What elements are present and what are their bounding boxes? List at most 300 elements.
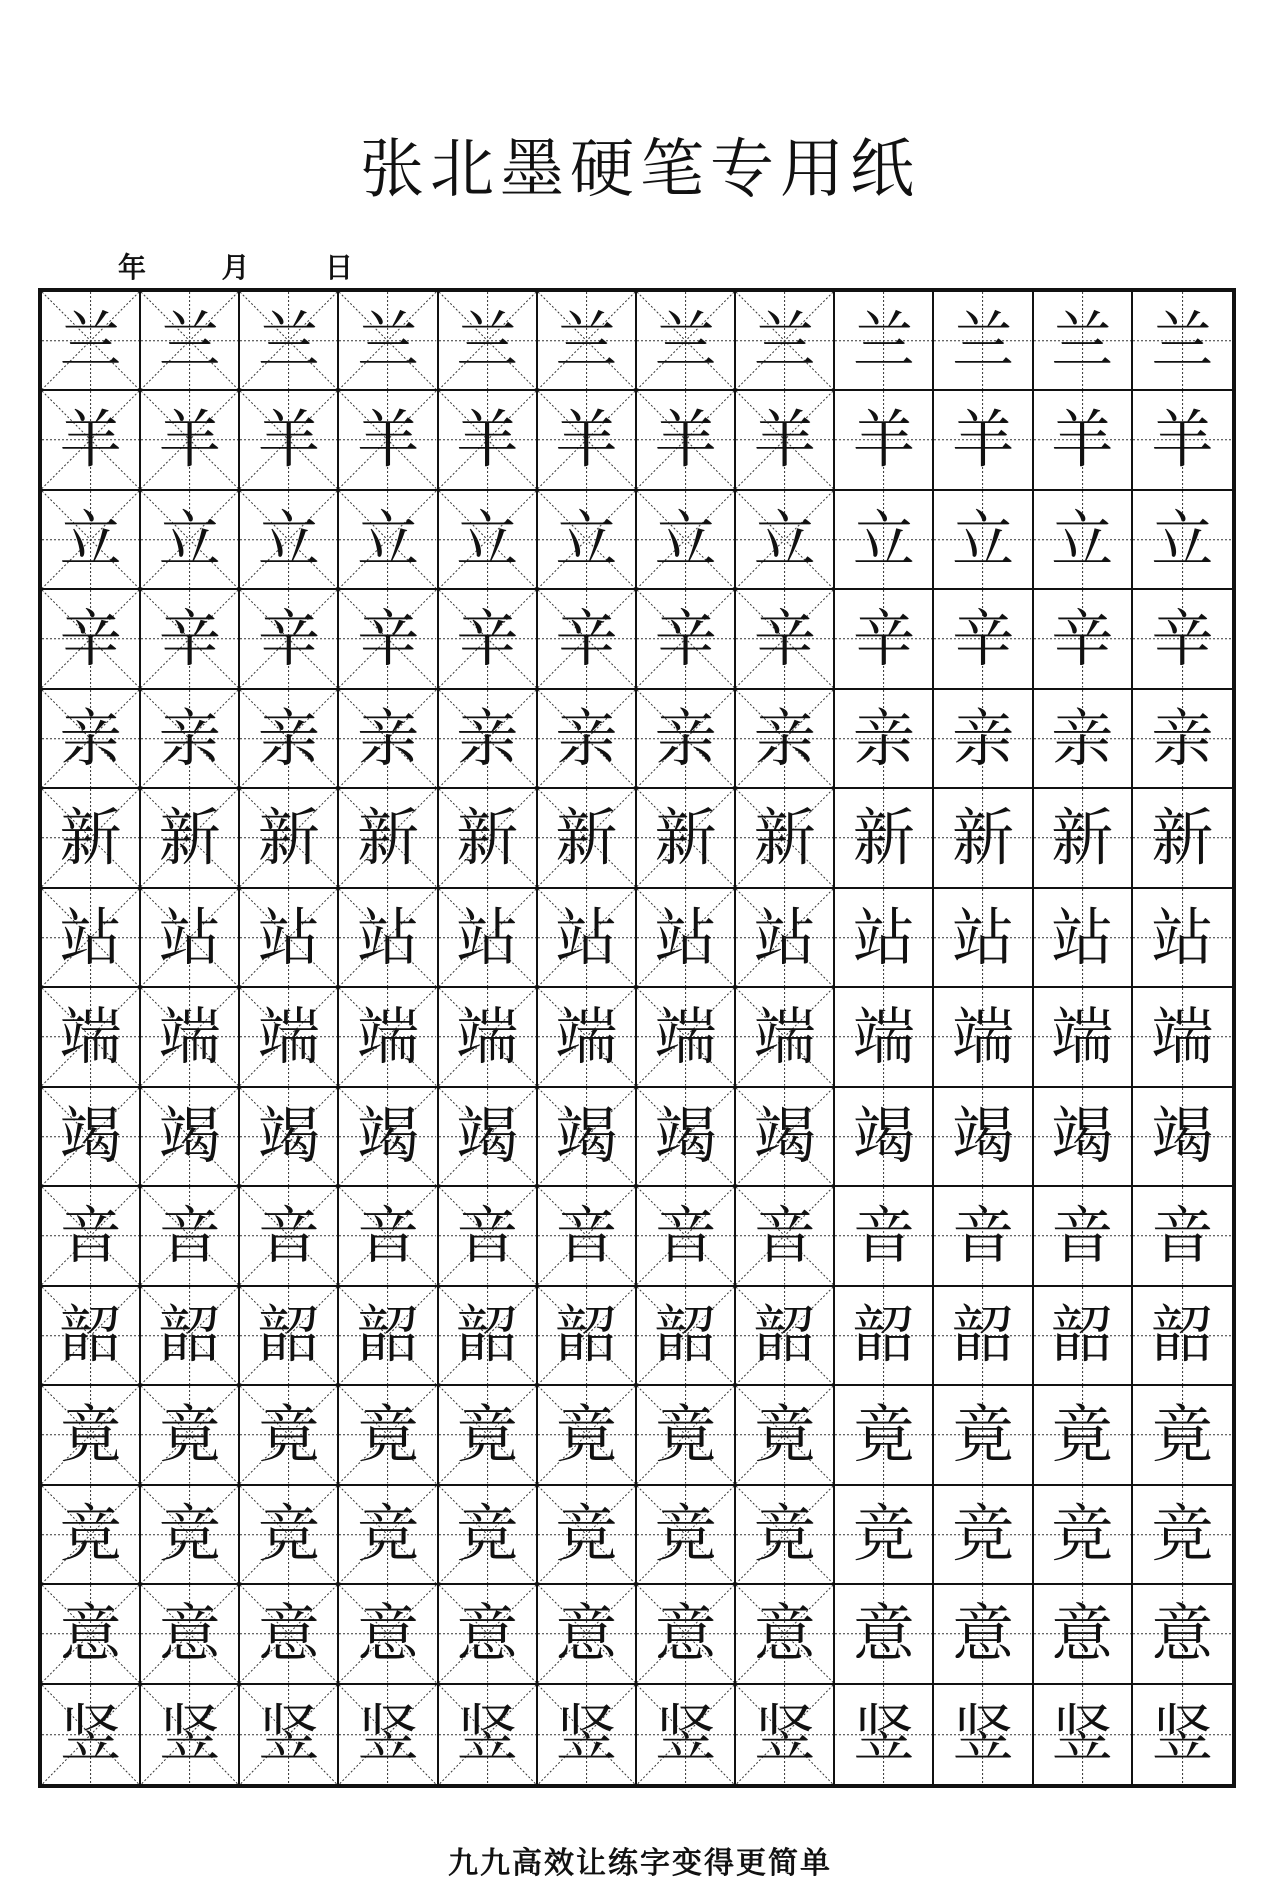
grid-cell — [42, 1386, 141, 1485]
practice-character: 羊 — [158, 403, 221, 477]
practice-character: 立 — [357, 502, 420, 576]
grid-cell — [637, 590, 736, 689]
practice-character: 竞 — [59, 1497, 122, 1571]
grid-cell — [835, 1685, 934, 1784]
grid-cell — [736, 491, 835, 590]
practice-character: 音 — [59, 1198, 122, 1272]
practice-character: 辛 — [654, 602, 717, 676]
grid-cell — [439, 1585, 538, 1684]
grid-cell — [637, 1187, 736, 1286]
practice-character: 羊 — [357, 403, 420, 477]
practice-character: 站 — [456, 900, 519, 974]
grid-cell — [141, 491, 240, 590]
practice-character: 立 — [59, 502, 122, 576]
grid-cell — [1133, 988, 1232, 1087]
grid-cell — [1133, 1685, 1232, 1784]
grid-cell — [339, 889, 438, 988]
practice-character: 辛 — [257, 602, 320, 676]
practice-character: 竞 — [1151, 1497, 1214, 1571]
grid-cell — [339, 391, 438, 490]
grid-cell — [1034, 889, 1133, 988]
practice-character: 竟 — [257, 1397, 320, 1471]
grid-cell — [339, 292, 438, 391]
practice-character: 端 — [555, 999, 618, 1073]
practice-character: 竭 — [654, 1099, 717, 1173]
practice-character: 羊 — [1051, 403, 1114, 477]
practice-character: 兰 — [952, 303, 1015, 377]
practice-character: 新 — [654, 801, 717, 875]
practice-character: 立 — [1151, 502, 1214, 576]
practice-character: 竞 — [555, 1497, 618, 1571]
practice-character: 站 — [357, 900, 420, 974]
practice-character: 竟 — [852, 1397, 915, 1471]
grid-cell — [736, 1685, 835, 1784]
grid-cell — [934, 889, 1033, 988]
date-month-label: 月 — [221, 251, 250, 284]
grid-cell — [934, 690, 1033, 789]
practice-character: 立 — [852, 502, 915, 576]
practice-character: 意 — [952, 1596, 1015, 1670]
grid-cell — [339, 1088, 438, 1187]
grid-cell — [339, 590, 438, 689]
practice-character: 亲 — [654, 701, 717, 775]
practice-character: 亲 — [1151, 701, 1214, 775]
practice-character: 辛 — [1151, 602, 1214, 676]
grid-cell — [538, 889, 637, 988]
grid-cell — [934, 1187, 1033, 1286]
practice-character: 竖 — [456, 1697, 519, 1771]
grid-cell — [835, 590, 934, 689]
practice-character: 竞 — [952, 1497, 1015, 1571]
grid-cell — [1133, 789, 1232, 888]
grid-cell — [141, 1585, 240, 1684]
practice-character: 兰 — [59, 303, 122, 377]
date-line — [118, 246, 353, 286]
grid-cell — [736, 1187, 835, 1286]
grid-cell — [934, 491, 1033, 590]
practice-character: 站 — [852, 900, 915, 974]
practice-character: 新 — [753, 801, 816, 875]
grid-cell — [934, 789, 1033, 888]
grid-cell — [439, 292, 538, 391]
grid-cell — [439, 889, 538, 988]
footer-slogan: 九九高效让练字变得更简单 — [448, 1846, 832, 1881]
practice-character: 羊 — [654, 403, 717, 477]
practice-character: 意 — [753, 1596, 816, 1670]
grid-cell — [538, 690, 637, 789]
grid-cell — [835, 391, 934, 490]
practice-character: 意 — [1151, 1596, 1214, 1670]
practice-character: 兰 — [1151, 303, 1214, 377]
grid-cell — [934, 1386, 1033, 1485]
practice-character: 端 — [158, 999, 221, 1073]
grid-cell — [1034, 1685, 1133, 1784]
grid-cell — [637, 1386, 736, 1485]
practice-character: 竟 — [952, 1397, 1015, 1471]
practice-character: 辛 — [456, 602, 519, 676]
grid-cell — [1034, 1585, 1133, 1684]
practice-character: 站 — [158, 900, 221, 974]
practice-character: 韶 — [357, 1298, 420, 1372]
practice-character: 音 — [456, 1198, 519, 1272]
grid-cell — [934, 1088, 1033, 1187]
grid-cell — [1034, 1287, 1133, 1386]
practice-character: 意 — [257, 1596, 320, 1670]
practice-character: 竭 — [753, 1099, 816, 1173]
grid-cell — [736, 1088, 835, 1187]
practice-character: 端 — [456, 999, 519, 1073]
practice-character: 兰 — [555, 303, 618, 377]
grid-cell — [1034, 491, 1133, 590]
grid-cell — [835, 1386, 934, 1485]
practice-character: 立 — [456, 502, 519, 576]
grid-cell — [1034, 1386, 1133, 1485]
grid-cell — [42, 1585, 141, 1684]
practice-character: 音 — [158, 1198, 221, 1272]
practice-character: 端 — [257, 999, 320, 1073]
practice-character: 立 — [158, 502, 221, 576]
grid-cell — [141, 1386, 240, 1485]
practice-character: 韶 — [753, 1298, 816, 1372]
practice-character: 竟 — [1051, 1397, 1114, 1471]
practice-character: 意 — [555, 1596, 618, 1670]
grid-cell — [1133, 1486, 1232, 1585]
date-year-label: 年 — [118, 251, 147, 284]
practice-character: 辛 — [1051, 602, 1114, 676]
grid-cell — [736, 292, 835, 391]
grid-cell — [439, 690, 538, 789]
practice-character: 羊 — [257, 403, 320, 477]
grid-cell — [141, 889, 240, 988]
grid-cell — [42, 690, 141, 789]
practice-character: 竟 — [654, 1397, 717, 1471]
grid-cell — [141, 690, 240, 789]
practice-character: 竭 — [1151, 1099, 1214, 1173]
grid-cell — [637, 889, 736, 988]
practice-character: 竖 — [257, 1697, 320, 1771]
grid-cell — [141, 1486, 240, 1585]
grid-cell — [42, 391, 141, 490]
practice-character: 韶 — [654, 1298, 717, 1372]
practice-character: 意 — [852, 1596, 915, 1670]
grid-cell — [42, 1685, 141, 1784]
practice-character: 韶 — [1051, 1298, 1114, 1372]
practice-character: 站 — [59, 900, 122, 974]
grid-cell — [42, 889, 141, 988]
grid-cell — [439, 1088, 538, 1187]
grid-cell — [1034, 1187, 1133, 1286]
practice-character: 新 — [59, 801, 122, 875]
grid-cell — [1133, 1585, 1232, 1684]
grid-cell — [637, 1287, 736, 1386]
practice-character: 韶 — [952, 1298, 1015, 1372]
grid-cell — [141, 590, 240, 689]
practice-character: 韶 — [456, 1298, 519, 1372]
grid-cell — [538, 1685, 637, 1784]
practice-character: 韶 — [555, 1298, 618, 1372]
practice-character: 韶 — [1151, 1298, 1214, 1372]
practice-character: 韶 — [59, 1298, 122, 1372]
practice-character: 意 — [456, 1596, 519, 1670]
grid-cell — [1034, 1486, 1133, 1585]
grid-cell — [736, 889, 835, 988]
practice-character: 新 — [456, 801, 519, 875]
practice-character: 竖 — [654, 1697, 717, 1771]
grid-cell — [934, 590, 1033, 689]
practice-character: 竖 — [357, 1697, 420, 1771]
grid-cell — [934, 988, 1033, 1087]
practice-character: 端 — [59, 999, 122, 1073]
practice-character: 亲 — [555, 701, 618, 775]
practice-character: 兰 — [654, 303, 717, 377]
practice-character: 竖 — [158, 1697, 221, 1771]
practice-character: 新 — [257, 801, 320, 875]
practice-character: 竞 — [654, 1497, 717, 1571]
practice-character: 端 — [357, 999, 420, 1073]
practice-character: 羊 — [852, 403, 915, 477]
grid-cell — [439, 1187, 538, 1286]
grid-cell — [42, 1187, 141, 1286]
practice-character: 竟 — [1151, 1397, 1214, 1471]
practice-character: 新 — [357, 801, 420, 875]
grid-cell — [835, 690, 934, 789]
grid-cell — [42, 292, 141, 391]
practice-character: 竖 — [59, 1697, 122, 1771]
practice-character: 竖 — [852, 1697, 915, 1771]
practice-character: 端 — [852, 999, 915, 1073]
grid-cell — [339, 1386, 438, 1485]
grid-cell — [1034, 789, 1133, 888]
practice-character: 站 — [1151, 900, 1214, 974]
grid-cell — [240, 1585, 339, 1684]
practice-character: 竟 — [753, 1397, 816, 1471]
practice-character: 羊 — [1151, 403, 1214, 477]
practice-character: 竞 — [753, 1497, 816, 1571]
practice-character: 兰 — [158, 303, 221, 377]
grid-cell — [439, 391, 538, 490]
practice-character: 竟 — [456, 1397, 519, 1471]
grid-cell — [835, 292, 934, 391]
grid-cell — [240, 1685, 339, 1784]
practice-character: 辛 — [753, 602, 816, 676]
practice-character: 立 — [952, 502, 1015, 576]
practice-character: 竞 — [257, 1497, 320, 1571]
grid-cell — [835, 491, 934, 590]
grid-cell — [736, 1486, 835, 1585]
practice-character: 亲 — [257, 701, 320, 775]
practice-character: 亲 — [952, 701, 1015, 775]
practice-character: 竖 — [1051, 1697, 1114, 1771]
practice-character: 站 — [555, 900, 618, 974]
grid-cell — [339, 690, 438, 789]
practice-character: 兰 — [357, 303, 420, 377]
grid-cell — [339, 988, 438, 1087]
grid-cell — [1133, 889, 1232, 988]
grid-cell — [141, 1088, 240, 1187]
practice-character: 竭 — [257, 1099, 320, 1173]
grid-cell — [1034, 391, 1133, 490]
grid-cell — [141, 391, 240, 490]
grid-cell — [1133, 491, 1232, 590]
grid-cell — [240, 1287, 339, 1386]
date-day-label: 日 — [325, 251, 354, 284]
grid-cell — [736, 590, 835, 689]
grid-cell — [538, 1287, 637, 1386]
grid-cell — [141, 1287, 240, 1386]
grid-cell — [637, 491, 736, 590]
grid-cell — [934, 1585, 1033, 1684]
practice-character: 端 — [753, 999, 816, 1073]
practice-character: 羊 — [555, 403, 618, 477]
practice-character: 音 — [654, 1198, 717, 1272]
grid-cell — [240, 1486, 339, 1585]
grid-cell — [42, 1486, 141, 1585]
grid-cell — [1133, 1287, 1232, 1386]
grid-cell — [538, 1486, 637, 1585]
grid-cell — [1034, 1088, 1133, 1187]
practice-character: 羊 — [456, 403, 519, 477]
grid-cell — [637, 789, 736, 888]
grid-cell — [42, 988, 141, 1087]
practice-character: 亲 — [357, 701, 420, 775]
grid-cell — [538, 1386, 637, 1485]
practice-character: 韶 — [852, 1298, 915, 1372]
grid-cell — [934, 292, 1033, 391]
grid-cell — [339, 491, 438, 590]
practice-character: 新 — [158, 801, 221, 875]
grid-cell — [240, 1187, 339, 1286]
practice-character: 音 — [753, 1198, 816, 1272]
grid-cell — [637, 1486, 736, 1585]
practice-character: 端 — [654, 999, 717, 1073]
practice-character: 竭 — [852, 1099, 915, 1173]
practice-character: 音 — [952, 1198, 1015, 1272]
grid-cell — [538, 391, 637, 490]
practice-character: 意 — [357, 1596, 420, 1670]
practice-character: 兰 — [257, 303, 320, 377]
practice-character: 竖 — [753, 1697, 816, 1771]
grid-cell — [835, 1187, 934, 1286]
practice-character: 竞 — [357, 1497, 420, 1571]
grid-cell — [835, 1287, 934, 1386]
practice-character: 亲 — [456, 701, 519, 775]
practice-character: 羊 — [952, 403, 1015, 477]
practice-character: 端 — [1051, 999, 1114, 1073]
grid-cell — [835, 1585, 934, 1684]
practice-character: 端 — [1151, 999, 1214, 1073]
grid-cell — [240, 690, 339, 789]
grid-cell — [439, 1386, 538, 1485]
grid-cell — [240, 1386, 339, 1485]
grid-cell — [339, 1585, 438, 1684]
practice-character: 竭 — [952, 1099, 1015, 1173]
grid-cell — [637, 988, 736, 1087]
practice-character: 韶 — [257, 1298, 320, 1372]
practice-character: 亲 — [852, 701, 915, 775]
grid-cell — [538, 1187, 637, 1286]
practice-character: 兰 — [753, 303, 816, 377]
grid-cell — [835, 789, 934, 888]
grid-cell — [637, 1585, 736, 1684]
grid-cell — [538, 988, 637, 1087]
grid-cell — [1034, 988, 1133, 1087]
practice-character: 意 — [654, 1596, 717, 1670]
grid-cell — [538, 1088, 637, 1187]
grid-cell — [240, 988, 339, 1087]
practice-character: 亲 — [158, 701, 221, 775]
grid-cell — [835, 988, 934, 1087]
grid-cell — [637, 1088, 736, 1187]
practice-character: 辛 — [158, 602, 221, 676]
practice-character: 竖 — [555, 1697, 618, 1771]
practice-character: 站 — [952, 900, 1015, 974]
practice-character: 兰 — [852, 303, 915, 377]
grid-cell — [934, 391, 1033, 490]
grid-cell — [240, 590, 339, 689]
practice-character: 竖 — [1151, 1697, 1214, 1771]
grid-cell — [835, 889, 934, 988]
grid-cell — [637, 1685, 736, 1784]
grid-cell — [1133, 292, 1232, 391]
practice-character: 竭 — [59, 1099, 122, 1173]
practice-character: 亲 — [59, 701, 122, 775]
practice-character: 兰 — [1051, 303, 1114, 377]
grid-cell — [1034, 590, 1133, 689]
grid-cell — [439, 988, 538, 1087]
practice-character: 立 — [257, 502, 320, 576]
practice-character: 音 — [1151, 1198, 1214, 1272]
practice-character: 竟 — [158, 1397, 221, 1471]
practice-character: 新 — [852, 801, 915, 875]
grid-cell — [240, 889, 339, 988]
practice-character: 立 — [654, 502, 717, 576]
page-title: 张北墨硬笔专用纸 — [360, 133, 920, 207]
grid-cell — [240, 292, 339, 391]
grid-cell — [538, 1585, 637, 1684]
grid-cell — [736, 988, 835, 1087]
grid-cell — [637, 391, 736, 490]
grid-cell — [141, 1187, 240, 1286]
practice-character: 辛 — [59, 602, 122, 676]
grid-cell — [240, 789, 339, 888]
grid-cell — [1034, 690, 1133, 789]
practice-character: 立 — [555, 502, 618, 576]
grid-cell — [1133, 391, 1232, 490]
practice-character: 韶 — [158, 1298, 221, 1372]
practice-character: 意 — [59, 1596, 122, 1670]
grid-cell — [1133, 1187, 1232, 1286]
grid-cell — [339, 1486, 438, 1585]
practice-character: 音 — [257, 1198, 320, 1272]
practice-character: 竭 — [1051, 1099, 1114, 1173]
grid-cell — [240, 391, 339, 490]
grid-cell — [141, 789, 240, 888]
grid-cell — [736, 690, 835, 789]
grid-cell — [538, 590, 637, 689]
grid-cell — [1133, 1088, 1232, 1187]
practice-character: 羊 — [59, 403, 122, 477]
grid-cell — [934, 1486, 1033, 1585]
grid-cell — [934, 1685, 1033, 1784]
practice-character: 音 — [852, 1198, 915, 1272]
grid-cell — [141, 1685, 240, 1784]
practice-character: 辛 — [357, 602, 420, 676]
practice-character: 站 — [654, 900, 717, 974]
grid-cell — [736, 789, 835, 888]
grid-cell — [42, 590, 141, 689]
grid-cell — [339, 1287, 438, 1386]
practice-character: 音 — [555, 1198, 618, 1272]
